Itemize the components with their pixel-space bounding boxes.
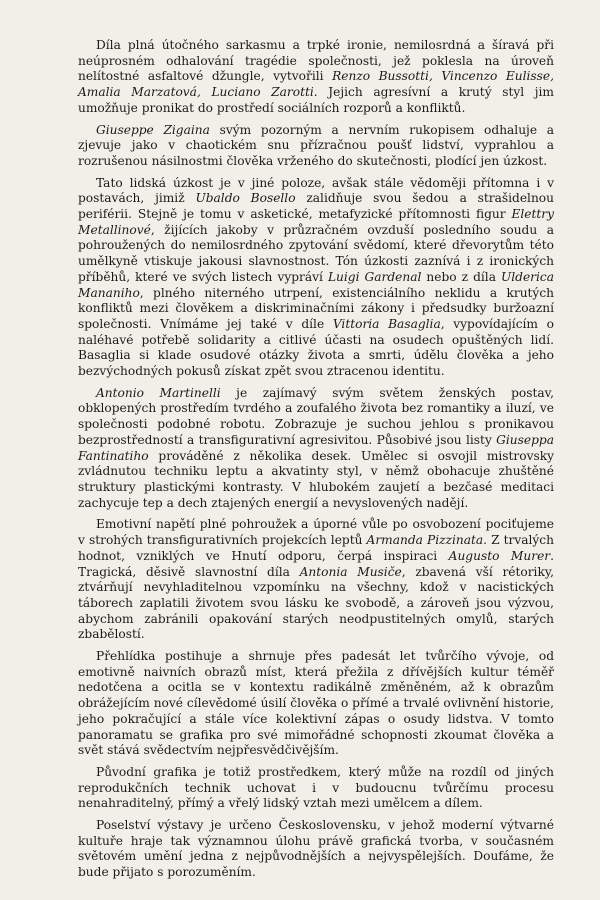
- paragraph-4: Antonio Martinelli je zajímavý svým světem ženských postav, obklopených prostředím tvrdého a zoufalého života bez romantiky a iluzí, ve společnosti podobné robotu. Zobrazuje je suchou jehlou s pronikavou bezprostředností a transfigurativní agresivitou. Působivé jsou listy Giuseppa Fantinatiho prováděné z několika desek. Umělec si osvojil mistrovsky zvládnutou techniku leptu a akvatinty styl, v němž obohacuje zhuštěné struktury plastickými kontrasty. V hlubokém zaujetí a bezčasé meditaci zachycuje tep a dech ztajených energií a nevyslovených nadějí.: [78, 385, 554, 510]
- artist-name: Antonio Martinelli: [96, 385, 221, 400]
- artist-name: Luigi Gardenal: [327, 269, 422, 284]
- artist-name: Armanda Pizzinata: [366, 533, 484, 548]
- paragraph-3: Tato lidská úzkost je v jiné poloze, avšak stále vědoměji přítomna i v postavách, jimiž Ubaldo Bosello zalidňuje svou šedou a strašidelnou periférii. Stejně je tomu v asketické, metafyzické přítomnosti figur Elettry Metallinové, žijících jakoby v průzračném ovzduší posledního soudu a pohroužených do nemilosrdného zpytování svědomí, které dřevorytům této umělkyně vtiskuje jakousi slavnostnost. Tón úzkosti zaznívá i z ironických příběhů, které ve svých listech vypráví Luigi Gardenal nebo z díla Ulderica Mananiho, plného niterného utrpení, existenciálního neklidu a krutých konfliktů mezi člověkem a diskriminačními zákony i předsudky buržoazní společnosti. Vnímáme jej také v díle Vittoria Basaglia, vypovídajícím o naléhavé potřebě solidarity a citlivé účasti na osudech opuštěných lidí. Basaglia si klade osudové otázky života a smrti, údělu člověka a jeho bezvýchodných pokusů získat zpět svou ztracenou identitu.: [78, 175, 554, 379]
- artist-name: Antonia Musiče: [299, 564, 402, 579]
- article-body: [78, 38, 554, 881]
- paragraph-5: Emotivní napětí plné pohroužek a úporné vůle po osvobození pociťujeme v strohých transfigurativních projekcích leptů Armanda Pizzinata. Z trvalých hodnot, vzniklých ve Hnutí odporu, čerpá inspiraci Augusto Murer. Tragická, děsivě slavnostní díla Antonia Musiče, zbavená vší rétoriky, ztvárňují nevyhladitelnou vzpomínku na všechny, kdož v nacistických táborech zaplatili životem svou lásku ke svobodě, a zároveň jsou výzvou, abychom zabránili opakování starých neodpustitelných omylů, starých zbabělostí.: [78, 517, 554, 642]
- artist-name: Vittoria Basaglia: [332, 316, 441, 331]
- artist-name: Ulderica Mananiho: [78, 269, 554, 300]
- artist-name: Giuseppa Fantinatiho: [78, 432, 554, 463]
- paragraph-1: Díla plná útočného sarkasmu a trpké ironie, nemilosrdná a šíravá při neúprosném odhalování tragédie společnosti, jež poklesla na úroveň nelítostné asfaltové džungle, vytvořili Renzo Bussotti, Vincenzo Eulisse, Amalia Marzatová, Luciano Zarotti. Jejich agresívní a krutý styl jim umožňuje pronikat do prostředí sociálních rozporů a konfliktů.: [78, 38, 554, 115]
- artist-name: Giuseppe Zigaina: [96, 122, 210, 137]
- paragraph-8: Poselství výstavy je určeno Československu, v jehož moderní výtvarné kultuře hraje tak významnou úlohu právě grafická tvorba, v současném světovém umění jedna z nejpůvodnějších a nejvyspělejších. Doufáme, že bude přijato s porozuměním.: [78, 818, 554, 880]
- artist-name: Augusto Murer: [448, 548, 551, 563]
- artist-name: Ubaldo Bosello: [195, 191, 296, 206]
- paragraph-6: Přehlídka postihuje a shrnuje přes padesát let tvůrčího vývoje, od emotivně naivních obrazů míst, která přežila z dřívějších kultur téměř nedotčena a ocitla se v kontextu radikálně změněném, až k obrazům obrážejícím nové cílevědomé úsilí člověka o přímé a trvalé ovlivnění historie, jeho pokračující a stále více kolektivní zápas o osudy lidstva. V tomto panoramatu se grafika pro své mimořádné schopnosti zkoumat člověka a svět stává svědectvím nejpřesvědčivějším.: [78, 649, 554, 758]
- paragraph-2: Giuseppe Zigaina svým pozorným a nervním rukopisem odhaluje a zjevuje jako v chaotickém snu přízračnou poušť lidství, vyprahlou a rozrušenou násilnostmi člověka vrženého do skutečnosti, plodící jen úzkost.: [78, 122, 554, 168]
- artist-name: Renzo Bussotti, Vincenzo Eulisse, Amalia Marzatová, Luciano Zarotti: [78, 69, 554, 100]
- artist-name: Elettry Metallinové: [78, 207, 554, 237]
- paragraph-7: Původní grafika je totiž prostředkem, který může na rozdíl od jiných reprodukčních technik uchovat i v budoucnu tvůrčímu procesu nenahraditelný, přímý a vřelý lidský vztah mezi umělcem a dílem.: [78, 764, 554, 811]
